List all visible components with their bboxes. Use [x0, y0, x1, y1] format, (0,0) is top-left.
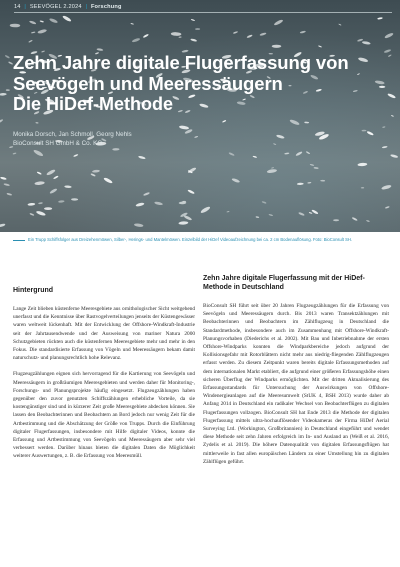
gull — [6, 89, 10, 90]
gull — [38, 202, 43, 204]
gull — [0, 176, 7, 180]
gull — [233, 31, 238, 34]
gull — [29, 213, 34, 216]
gull — [40, 20, 44, 23]
body-paragraph: Flugzeugzählungen eignen sich hervorragend für die Kartierung von Seevögeln und Meeressäugern in großräumigen Meeresgebieten und werden daher für Monitoring-, Forschungs- und Planungsprojekte häufig eingesetzt. Flugzeugzählungen haben gegenüber den zuvor genutzten Schiffszählungen erhebliche Vorteile, da sie kostengünstiger sind und in kürzerer Zeit große Meeresgebiete abdecken können. Sie lassen den Beobachterinnen und Beobachtern an Bord jedoch nur wenig Zeit für die Artbestimmung und die Abschätzung der Größe von Trupps. Durch die Einführung digitaler Flugerfassungen, insbesondere mit Hilfe digitaler Videos, konnte die Erfassung und Artbestimmung von Seevögeln und Meeressäugern aber sehr viel verbessert werden. Darüber hinaus bieten die digitalen Daten die Möglichkeit weiterer Auswertungen, z. B. die Erfassung von Meeresmüll. — [13, 371, 195, 460]
gull — [0, 93, 7, 96]
gull — [28, 203, 36, 206]
gull — [362, 41, 371, 45]
gull — [134, 223, 144, 227]
gull — [307, 182, 311, 184]
gull — [309, 212, 313, 214]
caption-text: Ein Trupp Schiffsfolger aus Dreizehenmöwen, Silber-, Herings- und Mantelmöwen. Einzelbild der HiDef Videoaufzeichnung bei ca. 2 cm Bodenauflösung. Foto: BioConsult SH. — [28, 237, 353, 242]
gull — [191, 19, 195, 22]
gull — [31, 31, 36, 33]
gull — [262, 201, 267, 204]
gull — [246, 34, 252, 38]
gull — [3, 183, 9, 186]
gull — [135, 202, 144, 207]
gull — [311, 209, 318, 215]
journal-issue: SEEVÖGEL 2.2024 — [29, 4, 82, 10]
gull — [295, 151, 302, 157]
gull — [310, 164, 315, 166]
gull — [273, 19, 283, 26]
gull — [333, 219, 339, 221]
gull — [200, 206, 211, 214]
gull — [381, 184, 392, 190]
gull — [366, 131, 374, 136]
left-column — [13, 280, 195, 469]
gull — [272, 45, 282, 48]
gull — [36, 210, 46, 216]
hero-photo — [0, 0, 400, 232]
page-number: 14 — [14, 4, 21, 10]
header-rule — [14, 12, 392, 13]
gull — [314, 167, 319, 169]
gull — [29, 20, 37, 25]
gull — [92, 169, 100, 172]
gull — [382, 146, 388, 149]
gull — [338, 23, 341, 25]
gull — [377, 17, 383, 20]
gull — [5, 55, 10, 59]
gull — [182, 201, 186, 202]
body-paragraph: BioConsult SH führt seit über 20 Jahren Flugzeugzählungen für die Erfassung von Seevögeln und Meeressäugern durch. Bis 2013 waren Transektzählungen mit Beobachterinnen und Beobachtern im Zählflugzeug in Deutschland die Standardmethode, insbesondere auch im Zusammenhang mit Offshore-Windkraft-Planungsvorhaben (Diederichs et al. 2002). Mit Bau und Inbetriebnahme der ersten Offshore-Windparks konnten die Windparkbereiche jedoch aufgrund der Kollisionsgefahr mit Rotorblättern nicht mehr aus niedrig-fliegenden Zählflugzeugen erfasst werden. Zu diesem Zeitpunkt waren bereits digitale Erfassungsmethoden auf dem internationalen Markt etabliert, die aufgrund einer größeren Erfassungshöhe einen sicheren Überflug der Windparks ermöglichten. Mit der dritten Aktualisierung des Erfassungsstandards für Untersuchung der Auswirkungen von Offshore-Windenergieanlagen auf die Meeresumwelt (StUK 4, BSH 2013) wurde daher ab Anfang 2014 in Deutschland ein radikaler Wechsel von Beobachterflügen zu digitalen Flugerfassungen vollzogen. BioConsult SH hat Ende 2013 die Methode der digitalen Flugerfassung mittels ultra-hochauflösender Videokameras der Firma HiDef Aerial Surveying Ltd. (Workington, Großbritannien) in Deutschland eingeführt und wendet diese Methode seit zehn Jahren erfolgreich im In- und Ausland an (Weiß et al. 2016, Zydelis et al. 2019). Die höhere Datenqualität von digitalen Erfassungsflügen hat mittlerweile in fast allen europäischen Ländern zu einer Umstellung hin zu digitalen Zählflügen geführt. — [203, 303, 389, 465]
gull — [44, 207, 52, 210]
gull — [298, 212, 305, 216]
gull — [73, 154, 78, 157]
gull — [0, 223, 6, 228]
gull — [256, 216, 260, 218]
gull — [178, 221, 188, 225]
gull — [318, 45, 322, 47]
gull — [49, 188, 58, 195]
gull — [231, 178, 240, 184]
gull — [35, 122, 38, 123]
gull — [382, 126, 385, 127]
author-names: Monika Dorsch, Jan Schmoll, Georg Nehls — [13, 131, 132, 138]
gull — [190, 38, 197, 42]
gull — [226, 211, 229, 213]
gull — [178, 36, 181, 37]
gull — [195, 28, 200, 30]
gull — [58, 200, 65, 203]
gull — [362, 130, 367, 132]
gull — [103, 177, 113, 184]
body-paragraph: Lange Zeit blieben küstenferne Meeresgebiete aus ornithologischer Sicht weitgehend unerfasst und die Kenntnisse über Rastvogelverteilungen jenseits der Küstengewässer waren weltweit lückenhaft. Mit der Entwicklung der Offshore-Windkraft-Industrie seit der Jahrtausendwende und der Ausweisung von mariner Natura 2000 Schutzgebieten rückten auch die küstenfernen Meeresgebiete mehr und mehr in den Fokus. Die standardisierte Erfassung von Vögeln und Meeressäugern bekam damit naturschutz- und planungsrechtlich hohe Relevanz. — [13, 306, 195, 362]
gull — [33, 149, 44, 157]
gull — [28, 40, 33, 43]
gull — [49, 18, 58, 24]
photo-caption — [13, 237, 393, 244]
gull — [143, 192, 150, 197]
gull — [13, 152, 17, 154]
gull — [259, 32, 266, 36]
gull — [306, 151, 311, 154]
gull — [130, 23, 134, 25]
gull — [46, 169, 56, 176]
gull — [53, 175, 59, 179]
gull — [132, 38, 141, 43]
gull — [34, 181, 44, 185]
gull — [385, 206, 390, 209]
header-separator: | — [24, 4, 27, 10]
gull — [154, 201, 163, 206]
section-heading-ten-years: Zehn Jahre digitale Flugerfassung mit der HiDef-Methode in Deutschland — [203, 275, 365, 291]
gull — [284, 152, 289, 154]
section-heading-background: Hintergrund — [13, 287, 54, 294]
gull — [366, 220, 370, 222]
gull — [297, 183, 304, 186]
gull — [37, 171, 42, 175]
gull — [64, 185, 72, 188]
gull — [62, 15, 72, 23]
gull — [112, 148, 119, 151]
gull — [10, 24, 21, 28]
gull — [171, 32, 182, 36]
gull — [304, 122, 309, 124]
article-title: Zehn Jahre digitale Flugerfassung von Seevögeln und Meeressäugern — [13, 52, 349, 94]
author-block — [13, 130, 313, 148]
right-column — [203, 274, 389, 474]
gull — [222, 120, 226, 123]
gull — [252, 155, 257, 158]
gull — [289, 119, 300, 126]
gull — [0, 119, 4, 124]
gull — [6, 193, 12, 196]
running-header — [14, 4, 122, 10]
header-separator: | — [85, 4, 88, 10]
gull — [187, 189, 195, 194]
gull — [320, 180, 325, 182]
gull — [96, 48, 103, 51]
gull — [361, 187, 364, 188]
gull — [357, 38, 363, 42]
gull — [143, 34, 149, 39]
gull-flock-image — [0, 0, 400, 232]
gull — [267, 169, 278, 174]
gull — [228, 152, 234, 156]
caption-rule — [13, 240, 25, 241]
gull — [390, 154, 398, 159]
section-name: Forschung — [90, 4, 122, 10]
gull — [391, 115, 394, 117]
gull — [138, 155, 146, 159]
gull — [300, 30, 306, 33]
gull — [352, 217, 358, 222]
article-subtitle: Die HiDef-Methode — [13, 94, 174, 114]
gull — [90, 173, 95, 177]
gull — [357, 162, 367, 166]
gull — [268, 214, 273, 216]
author-affiliation: BioConsult SH GmbH & Co. KG — [13, 140, 103, 147]
gull — [271, 167, 274, 169]
gull — [37, 29, 47, 35]
gull — [71, 198, 78, 201]
gull — [384, 32, 394, 39]
